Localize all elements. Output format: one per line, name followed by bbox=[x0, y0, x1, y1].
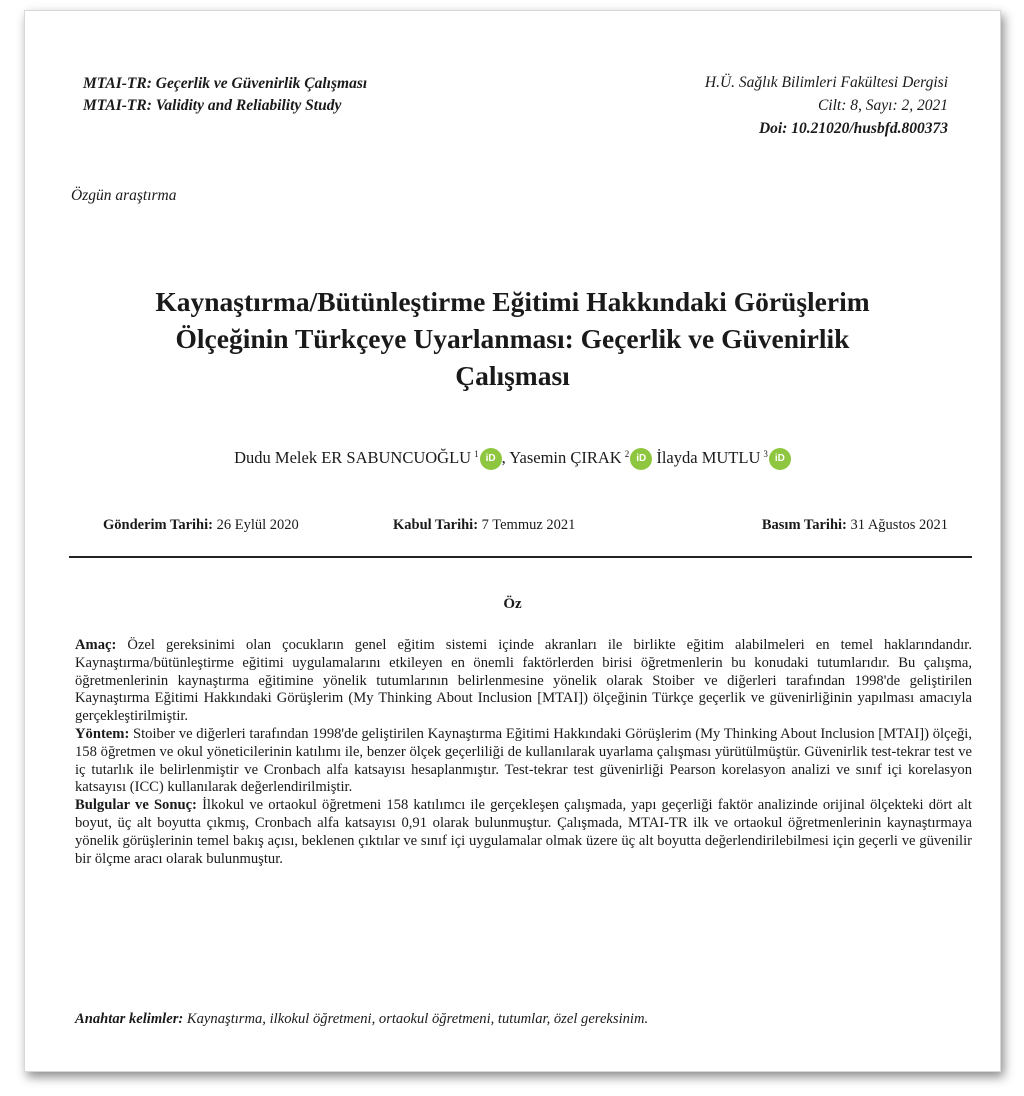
paper-title-line-3: Çalışması bbox=[455, 360, 570, 391]
running-title-tr: MTAI-TR: Geçerlik ve Güvenirlik Çalışması bbox=[83, 75, 368, 92]
paper-title bbox=[55, 283, 970, 394]
journal-info bbox=[705, 71, 948, 140]
abstract-method-text: Stoiber ve diğerleri tarafından 1998'de geliştirilen Kaynaştırma Eğitimi Hakkındaki Görüşlerim (My Thinking About Inclusion [MTAI]) ölçeği, 158 öğretmen ve okul yöneticilerinin katılımı ile, benzer ölçek geçerliliği de kullanılarak uyarlama çalışması yürütülmüştür. Güvenirlik test-tekrar test ve iç tutarlık ile belirlenmiştir ve Cronbach alfa katsayısı hesaplanmıştır. Test-tekrar test güvenirliği Pearson korelasyon analizi ve sınıf içi korelasyon katsayısı (ICC) kullanılarak değerlendirilmiştir. bbox=[75, 725, 972, 796]
paper-title-line-2: Ölçeğinin Türkçeye Uyarlanması: Geçerlik ve Güvenirlik bbox=[175, 323, 850, 354]
orcid-icon[interactable]: iD bbox=[769, 448, 791, 470]
abstract-results-text: İlkokul ve ortaokul öğretmeni 158 katılımcı ile gerçekleşen çalışmada, yapı geçerliği faktör analizinde orijinal ölçekteki dört alt boyut, üç alt boyutta çıkmış, Cronbach alfa katsayısı 0,91 olarak bulunmuştur. Çalışmada, MTAI-TR ilk ve ortaokul öğretmenlerinin kaynaştırmaya yönelik görüşlerinin temel bakış açısı, beklenen çıktılar ve sınıf içi uygulamalar olmak üzere üç alt boyutta değerlendirilebilmesi için geçerli ve güvenilir bir ölçme aracı olarak bulunmuştur. bbox=[75, 797, 972, 867]
submitted-date-label: Gönderim Tarihi: bbox=[103, 517, 213, 533]
abstract-aim bbox=[75, 637, 972, 726]
abstract-aim-text: Özel gereksinimi olan çocukların genel eğitim sistemi içinde akranları ile birlikte eğitim alabilmeleri en temel haklarındandır. Kaynaştırma/bütünleştirme eğitimi uygulamalarını etkileyen en önemli faktörlerden birisi öğretmenlerin bu konudaki tutumlarıdır. Bu çalışma, öğretmenlerinin kaynaştırma eğitimine yönelik tutumlarının belirlenmesine yönelik olarak Stoiber ve diğerleri tarafından 1998'de geliştirilen Kaynaştırma Eğitimi Hakkındaki Görüşlerim (My Thinking About Inclusion [MTAI]) ölçeğinin Türkçe geçerlik ve güvenirliğinin yapılması amacıyla gerçekleştirilmiştir. bbox=[75, 637, 972, 725]
published-date-label: Basım Tarihi: bbox=[761, 517, 847, 533]
abstract-method-label: Yöntem: bbox=[75, 725, 130, 742]
author-name: İlayda MUTLU bbox=[656, 448, 761, 467]
journal-name: H.Ü. Sağlık Bilimleri Fakültesi Dergisi bbox=[704, 74, 948, 91]
author-affiliation: 1 bbox=[474, 449, 479, 459]
orcid-icon[interactable]: iD bbox=[480, 448, 502, 470]
paper-page bbox=[24, 10, 1001, 1072]
submitted-date bbox=[103, 517, 299, 534]
abstract-heading: Öz bbox=[503, 596, 522, 612]
article-type: Özgün araştırma bbox=[71, 187, 177, 204]
orcid-icon[interactable]: iD bbox=[630, 448, 652, 470]
abstract-body bbox=[75, 637, 972, 868]
accepted-date-value: 7 Temmuz 2021 bbox=[481, 517, 576, 533]
keywords bbox=[75, 1011, 972, 1028]
author-name: Yasemin ÇIRAK bbox=[509, 448, 622, 467]
section-divider bbox=[69, 556, 972, 558]
abstract-results bbox=[75, 797, 972, 868]
abstract-aim-label: Amaç: bbox=[75, 637, 117, 653]
running-title-en: MTAI-TR: Validity and Reliability Study bbox=[83, 97, 342, 114]
accepted-date-label: Kabul Tarihi: bbox=[393, 517, 479, 533]
abstract-results-label: Bulgular ve Sonuç: bbox=[75, 797, 197, 814]
submitted-date-value: 26 Eylül 2020 bbox=[216, 517, 299, 533]
author-list bbox=[25, 448, 1000, 470]
doi[interactable]: Doi: 10.21020/husbfd.800373 bbox=[758, 120, 948, 137]
paper-title-line-1: Kaynaştırma/Bütünleştirme Eğitimi Hakkındaki Görüşlerim bbox=[155, 286, 870, 317]
author-affiliation: 3 bbox=[763, 449, 768, 459]
author-affiliation: 2 bbox=[624, 449, 630, 459]
published-date bbox=[762, 517, 948, 534]
published-date-value: 31 Ağustos 2021 bbox=[850, 517, 948, 533]
journal-volume: Cilt: 8, Sayı: 2, 2021 bbox=[817, 97, 948, 114]
author-name: Dudu Melek ER SABUNCUOĞLU bbox=[234, 448, 472, 467]
keywords-text: Kaynaştırma, ilkokul öğretmeni, ortaokul öğretmeni, tutumlar, özel gereksinim. bbox=[186, 1011, 649, 1027]
keywords-label: Anahtar kelimler: bbox=[75, 1011, 184, 1027]
author-separator: , bbox=[501, 448, 510, 467]
accepted-date bbox=[393, 517, 575, 534]
abstract-method bbox=[75, 726, 972, 797]
running-title bbox=[83, 73, 367, 117]
